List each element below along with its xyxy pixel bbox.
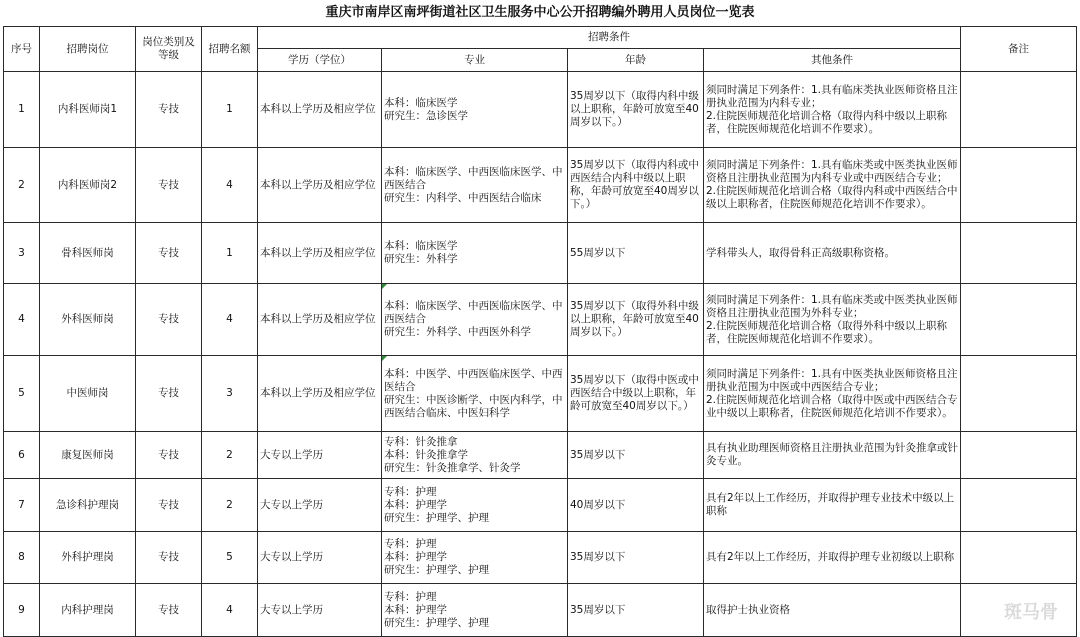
- education-text: 大专以上学历: [260, 448, 323, 461]
- cell-seq: 8: [4, 532, 40, 584]
- table-row: [4, 532, 1077, 584]
- other-text: 具有执业助理医师资格且注册执业范围为针灸推拿或针灸专业。: [706, 442, 958, 467]
- cell-seq: 3: [4, 223, 40, 284]
- age-text: 35周岁以下（取得中医或中西医结合中级以上职称，年龄可放宽至40周岁以下。）: [570, 374, 699, 412]
- cell-other: [704, 532, 961, 584]
- cell-remarks: [961, 532, 1077, 584]
- cell-category: 专技: [136, 479, 202, 532]
- cell-category: 专技: [136, 284, 202, 356]
- education-text: 本科以上学历及相应学位: [260, 103, 376, 115]
- cell-position: 内科护理岗: [40, 584, 136, 637]
- other-text: 学科带头人，取得骨科正高级职称资格。: [706, 246, 895, 259]
- cell-other: [704, 148, 961, 223]
- cell-category: 专技: [136, 356, 202, 432]
- cell-education: [258, 479, 382, 532]
- cell-position: 骨科医师岗: [40, 223, 136, 284]
- cell-seq: 5: [4, 356, 40, 432]
- age-text: 35周岁以下: [570, 603, 626, 616]
- cell-age: [568, 432, 704, 479]
- header-position: 招聘岗位: [40, 27, 136, 72]
- age-text: 40周岁以下: [570, 498, 626, 511]
- cell-count: 4: [202, 148, 258, 223]
- cell-age: [568, 584, 704, 637]
- education-text: 大专以上学历: [260, 603, 323, 616]
- cell-category: 专技: [136, 532, 202, 584]
- cell-category: 专技: [136, 432, 202, 479]
- major-text: 专科：护理 本科：护理学 研究生：护理学、护理: [384, 538, 489, 576]
- cell-remarks: [961, 432, 1077, 479]
- watermark: 斑马骨: [1004, 602, 1058, 623]
- age-text: 35周岁以下（取得内科中级以上职称，年龄可放宽至40周岁以下。）: [570, 90, 699, 128]
- header-other: 其他条件: [704, 49, 961, 72]
- positions-table: [3, 26, 1077, 637]
- cell-seq: 7: [4, 479, 40, 532]
- cell-age: [568, 532, 704, 584]
- other-text: 须同时满足下列条件：1.具有中医类执业医师资格且注册执业范围为中医或中西医结合专业； 2.住院医师规范化培训合格（取得中医或中西医结合专业中级以上职称者，住院医师规范化培训不作要求）。: [706, 367, 958, 419]
- cell-major: [382, 432, 568, 479]
- cell-seq: 6: [4, 432, 40, 479]
- cell-age: [568, 356, 704, 432]
- major-text: 本科：临床医学 研究生：外科学: [384, 240, 458, 265]
- age-text: 35周岁以下（取得外科中级以上职称，年龄可放宽至40周岁以下。）: [570, 300, 699, 338]
- major-text: 本科：临床医学、中西医临床医学、中西医结合 研究生：外科学、中西医外科学: [384, 300, 563, 338]
- cell-position: 内科医师岗2: [40, 148, 136, 223]
- table-row: [4, 584, 1077, 637]
- age-text: 35周岁以下（取得内科或中西医结合内科中级以上职称，年龄可放宽至40周岁以下。）: [570, 159, 699, 210]
- major-text: 专科：护理 本科：护理学 研究生：护理学、护理: [384, 590, 489, 629]
- cell-education: [258, 284, 382, 356]
- cell-position: 外科医师岗: [40, 284, 136, 356]
- age-text: 35周岁以下: [570, 551, 626, 563]
- cell-major: [382, 72, 568, 148]
- cell-education: [258, 432, 382, 479]
- cell-position: 康复医师岗: [40, 432, 136, 479]
- education-text: 本科以上学历及相应学位: [260, 387, 376, 399]
- cell-major: [382, 148, 568, 223]
- table-row: [4, 148, 1077, 223]
- cell-count: 4: [202, 584, 258, 637]
- header-category: 岗位类别及等级: [136, 27, 202, 72]
- other-text: 须同时满足下列条件：1.具有临床类或中医类执业医师资格且注册执业范围为内科专业或中西医结合专业； 2.住院医师规范化培训合格（取得内科或中西医结合中级以上职称者，住院医师规范化培训不作要求）。: [706, 159, 958, 210]
- table-row: [4, 223, 1077, 284]
- cell-position: 内科医师岗1: [40, 72, 136, 148]
- cell-position: 急诊科护理岗: [40, 479, 136, 532]
- major-text: 本科：临床医学 研究生：急诊医学: [384, 96, 468, 122]
- cell-seq: 2: [4, 148, 40, 223]
- cell-count: 2: [202, 432, 258, 479]
- header-conditions: 招聘条件: [258, 27, 961, 49]
- header-count: 招聘名额: [202, 27, 258, 72]
- cell-education: [258, 223, 382, 284]
- cell-major: [382, 584, 568, 637]
- cell-major: [382, 532, 568, 584]
- table-row: [4, 432, 1077, 479]
- table-row: [4, 356, 1077, 432]
- header-seq: 序号: [4, 27, 40, 72]
- other-text: 须同时满足下列条件：1.具有临床类执业医师资格且注册执业范围为内科专业； 2.住院医师规范化培训合格（取得内科中级以上职称者，住院医师规范化培训不作要求）。: [706, 83, 958, 135]
- cell-major: [382, 479, 568, 532]
- cell-count: 3: [202, 356, 258, 432]
- education-text: 本科以上学历及相应学位: [260, 178, 376, 191]
- age-text: 35周岁以下: [570, 448, 626, 461]
- cell-position: 中医师岗: [40, 356, 136, 432]
- cell-education: [258, 532, 382, 584]
- cell-age: [568, 148, 704, 223]
- cell-seq: 4: [4, 284, 40, 356]
- table-row: [4, 72, 1077, 148]
- cell-education: [258, 356, 382, 432]
- cell-age: [568, 479, 704, 532]
- cell-count: 2: [202, 479, 258, 532]
- major-text: 专科：护理 本科：护理学 研究生：护理学、护理: [384, 485, 489, 524]
- education-text: 本科以上学历及相应学位: [260, 246, 376, 259]
- education-text: 本科以上学历及相应学位: [260, 313, 376, 325]
- cell-category: 专技: [136, 223, 202, 284]
- cell-other: [704, 356, 961, 432]
- cell-education: [258, 584, 382, 637]
- cell-count: 1: [202, 223, 258, 284]
- major-text: 本科：临床医学、中西医临床医学、中西医结合 研究生：内科学、中西医结合临床: [384, 165, 563, 204]
- cell-education: [258, 148, 382, 223]
- cell-count: 4: [202, 284, 258, 356]
- cell-other: [704, 284, 961, 356]
- header-age: 年龄: [568, 49, 704, 72]
- education-text: 大专以上学历: [260, 498, 323, 511]
- cell-seq: 1: [4, 72, 40, 148]
- cell-count: 1: [202, 72, 258, 148]
- header-remarks: 备注: [961, 27, 1077, 72]
- age-text: 55周岁以下: [570, 246, 626, 259]
- cell-count: 5: [202, 532, 258, 584]
- header-education: 学历（学位）: [258, 49, 382, 72]
- cell-other: [704, 72, 961, 148]
- cell-major: [382, 223, 568, 284]
- cell-major: [382, 284, 568, 356]
- other-text: 取得护士执业资格: [706, 603, 790, 616]
- cell-category: 专技: [136, 584, 202, 637]
- cell-age: [568, 284, 704, 356]
- cell-other: [704, 223, 961, 284]
- major-text: 专科：针灸推拿 本科：针灸推拿学 研究生：针灸推拿学、针灸学: [384, 435, 521, 474]
- cell-age: [568, 223, 704, 284]
- cell-remarks: [961, 284, 1077, 356]
- cell-category: 专技: [136, 148, 202, 223]
- table-title: 重庆市南岸区南坪街道社区卫生服务中心公开招聘编外聘用人员岗位一览表: [325, 5, 755, 20]
- table-row: [4, 284, 1077, 356]
- cell-remarks: [961, 148, 1077, 223]
- cell-remarks: [961, 223, 1077, 284]
- cell-other: [704, 432, 961, 479]
- other-text: 具有2年以上工作经历，并取得护理专业技术中级以上职称: [706, 492, 955, 517]
- header-major: 专业: [382, 49, 568, 72]
- cell-remarks: [961, 356, 1077, 432]
- major-text: 本科：中医学、中西医临床医学、中西医结合 研究生：中医诊断学、中医内科学，中西医结合临床、中医妇科学: [384, 367, 563, 419]
- cell-education: [258, 72, 382, 148]
- cell-remarks: [961, 72, 1077, 148]
- cell-other: [704, 479, 961, 532]
- other-text: 具有2年以上工作经历，并取得护理专业初级以上职称: [706, 551, 955, 563]
- cell-age: [568, 72, 704, 148]
- table-row: [4, 479, 1077, 532]
- cell-seq: 9: [4, 584, 40, 637]
- cell-major: [382, 356, 568, 432]
- cell-category: 专技: [136, 72, 202, 148]
- other-text: 须同时满足下列条件：1.具有临床类或中医类执业医师资格且注册执业范围为外科专业； 2.住院医师规范化培训合格（取得外科中级以上职称者，住院医师规范化培训不作要求）。: [706, 293, 958, 345]
- education-text: 大专以上学历: [260, 551, 323, 563]
- cell-remarks: [961, 479, 1077, 532]
- cell-position: 外科护理岗: [40, 532, 136, 584]
- cell-other: [704, 584, 961, 637]
